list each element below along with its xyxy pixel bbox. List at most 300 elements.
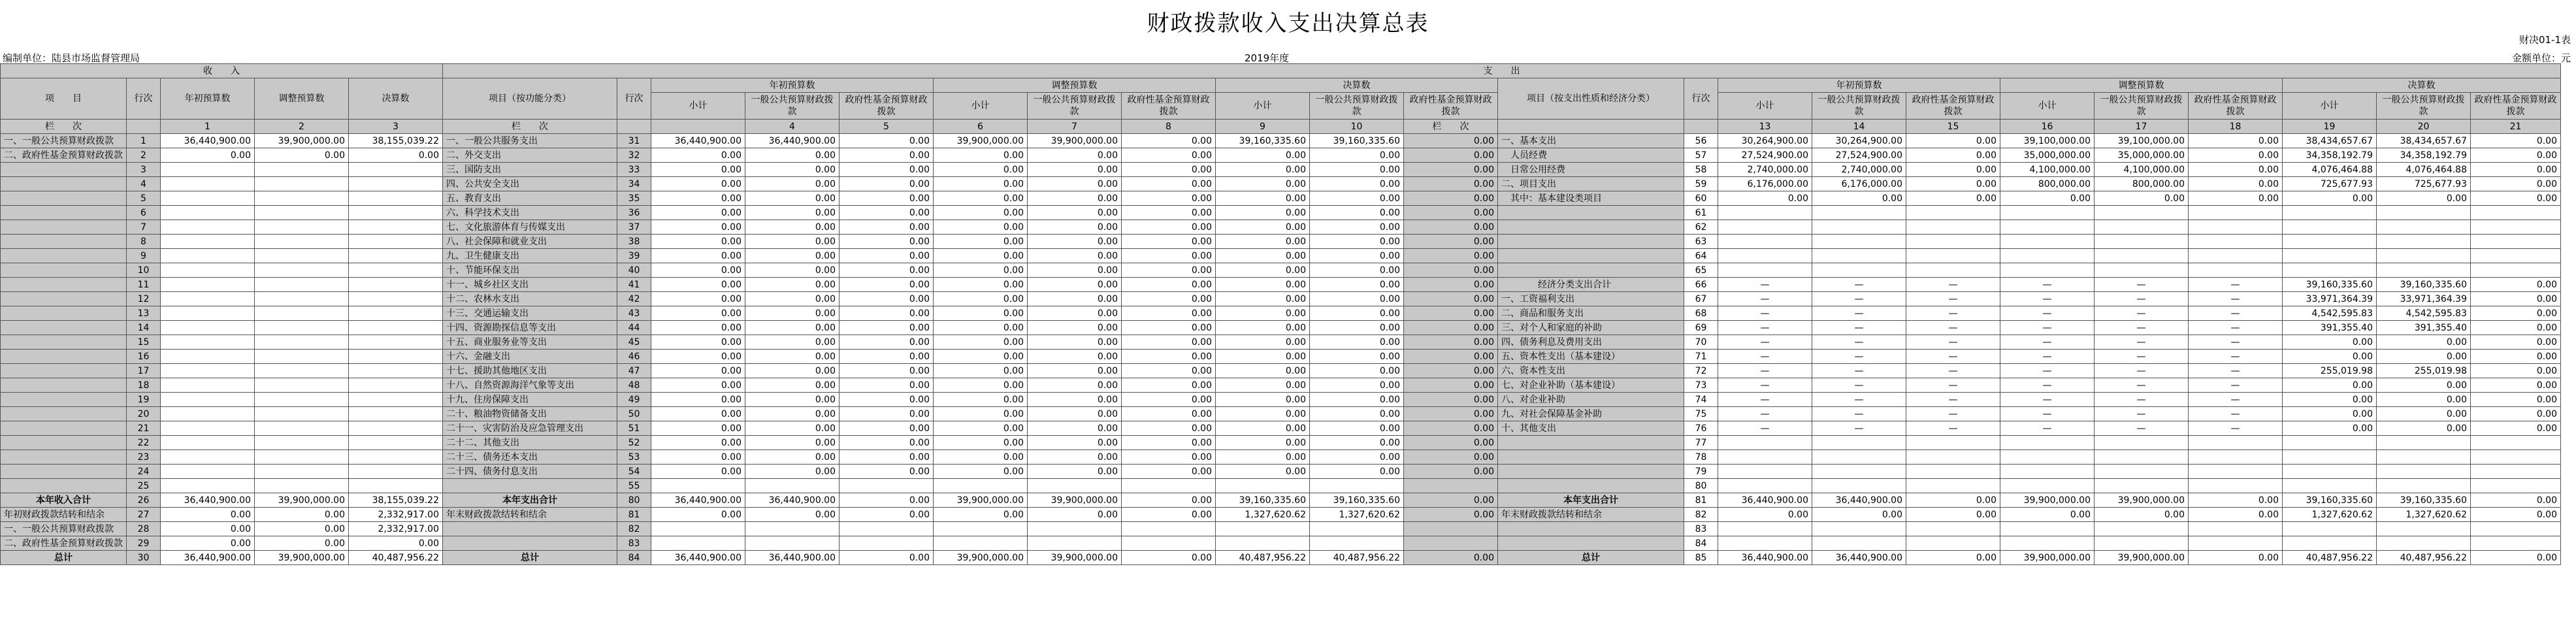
income-amount — [161, 235, 255, 249]
econ-amount: 0.00 — [2000, 508, 2095, 522]
row-number: 23 — [127, 450, 161, 465]
econ-amount: — — [1906, 378, 2000, 393]
func-amount: 39,900,000.00 — [934, 551, 1028, 565]
income-amount — [255, 407, 349, 421]
table-row — [1, 249, 2561, 263]
func-amount: 0.00 — [745, 278, 840, 292]
row-number: 82 — [1684, 508, 1718, 522]
func-amount — [934, 479, 1028, 493]
col-number: 13 — [1718, 120, 1812, 134]
func-amount: 0.00 — [1216, 163, 1310, 177]
table-row — [1, 177, 2561, 191]
income-amount: 39,900,000.00 — [255, 134, 349, 148]
income-item: 二、政府性基金预算财政拨款 — [1, 536, 127, 551]
func-amount: 0.00 — [745, 235, 840, 249]
econ-amount: 255,019.98 — [2283, 364, 2377, 378]
table-row — [1, 306, 2561, 321]
row-number: 72 — [1684, 364, 1718, 378]
row-number: 5 — [127, 191, 161, 206]
row-no-header: 行次 — [617, 78, 651, 120]
func-amount: 0.00 — [651, 191, 745, 206]
func-amount: 0.00 — [1216, 436, 1310, 450]
func-item — [443, 479, 617, 493]
econ-amount: — — [2189, 350, 2283, 364]
func-amount: 0.00 — [745, 407, 840, 421]
func-amount: 0.00 — [840, 148, 934, 163]
col-number: 17 — [2095, 120, 2189, 134]
func-amount — [651, 522, 745, 536]
func-amount — [651, 536, 745, 551]
econ-amount: — — [2189, 306, 2283, 321]
func-amount: 0.00 — [1216, 148, 1310, 163]
income-amount — [161, 163, 255, 177]
table-row — [1, 191, 2561, 206]
func-amount — [651, 479, 745, 493]
econ-amount: 725,677.93 — [2377, 177, 2471, 191]
func-amount: 0.00 — [651, 292, 745, 306]
econ-amount: — — [2189, 393, 2283, 407]
func-item: 五、教育支出 — [443, 191, 617, 206]
func-amount: 0.00 — [1122, 364, 1216, 378]
econ-amount — [2471, 206, 2561, 220]
func-amount: 0.00 — [1404, 378, 1498, 393]
func-amount: 0.00 — [840, 378, 934, 393]
lanci-label: 栏 次 — [1, 120, 127, 134]
func-amount: 0.00 — [840, 493, 934, 508]
row-number: 53 — [617, 450, 651, 465]
econ-amount: — — [1718, 364, 1812, 378]
row-number: 30 — [127, 551, 161, 565]
func-amount: 0.00 — [745, 421, 840, 436]
row-number: 15 — [127, 335, 161, 350]
econ-amount: 36,440,900.00 — [1812, 493, 1906, 508]
income-item: 二、政府性基金预算财政拨款 — [1, 148, 127, 163]
econ-amount: — — [1812, 378, 1906, 393]
econ-amount: — — [2000, 292, 2095, 306]
econ-amount: 33,971,364.39 — [2377, 292, 2471, 306]
econ-amount — [1812, 479, 1906, 493]
row-number: 68 — [1684, 306, 1718, 321]
econ-item — [1498, 522, 1684, 536]
func-amount: 0.00 — [1122, 450, 1216, 465]
econ-amount — [1718, 249, 1812, 263]
row-number: 84 — [1684, 536, 1718, 551]
func-item: 二十一、灾害防治及应急管理支出 — [443, 421, 617, 436]
reporting-unit: 编制单位：陆县市场监督管理局 — [3, 52, 140, 64]
row-number: 66 — [1684, 278, 1718, 292]
income-item — [1, 191, 127, 206]
income-item — [1, 220, 127, 235]
econ-amount: 0.00 — [2471, 191, 2561, 206]
econ-amount: 27,524,900.00 — [1718, 148, 1812, 163]
econ-amount: — — [1718, 306, 1812, 321]
income-amount — [255, 436, 349, 450]
income-amount: 0.00 — [255, 508, 349, 522]
income-amount — [161, 335, 255, 350]
general-fund-header: 一般公共预算财政拨款 — [745, 93, 840, 120]
econ-item: 八、对企业补助 — [1498, 393, 1684, 407]
col-number: 20 — [2377, 120, 2471, 134]
econ-amount: 0.00 — [2095, 508, 2189, 522]
econ-amount: 35,000,000.00 — [2000, 148, 2095, 163]
econ-amount: — — [1812, 393, 1906, 407]
econ-amount: — — [1718, 378, 1812, 393]
econ-amount — [2095, 536, 2189, 551]
income-amount: 0.00 — [161, 522, 255, 536]
econ-amount — [2000, 450, 2095, 465]
income-amount — [255, 465, 349, 479]
income-item — [1, 177, 127, 191]
func-amount: 0.00 — [1028, 206, 1122, 220]
func-amount: 0.00 — [1122, 263, 1216, 278]
econ-amount — [2283, 249, 2377, 263]
func-amount: 0.00 — [1028, 220, 1122, 235]
econ-item: 二、项目支出 — [1498, 177, 1684, 191]
econ-amount: — — [2189, 292, 2283, 306]
econ-item — [1498, 479, 1684, 493]
func-amount: 39,160,335.60 — [1216, 134, 1310, 148]
row-number: 43 — [617, 306, 651, 321]
econ-amount: 0.00 — [2471, 407, 2561, 421]
econ-amount — [2471, 263, 2561, 278]
econ-amount — [1812, 235, 1906, 249]
func-item: 十三、交通运输支出 — [443, 306, 617, 321]
econ-amount: 33,971,364.39 — [2283, 292, 2377, 306]
econ-amount: — — [2000, 335, 2095, 350]
func-amount: 0.00 — [1216, 321, 1310, 335]
econ-amount: — — [1906, 306, 2000, 321]
econ-amount — [2283, 536, 2377, 551]
row-number: 46 — [617, 350, 651, 364]
income-item — [1, 421, 127, 436]
econ-item — [1498, 249, 1684, 263]
econ-amount — [1718, 220, 1812, 235]
income-amount — [255, 393, 349, 407]
econ-amount — [2283, 479, 2377, 493]
row-number: 76 — [1684, 421, 1718, 436]
income-amount — [255, 292, 349, 306]
econ-amount — [2377, 220, 2471, 235]
func-amount: 0.00 — [1122, 436, 1216, 450]
econ-amount: 34,358,192.79 — [2283, 148, 2377, 163]
lanci-label: 栏 次 — [443, 120, 617, 134]
econ-amount — [1812, 522, 1906, 536]
row-number: 37 — [617, 220, 651, 235]
func-amount: 0.00 — [934, 177, 1028, 191]
func-amount: 0.00 — [934, 191, 1028, 206]
income-item — [1, 479, 127, 493]
row-no-header: 行次 — [127, 78, 161, 120]
func-amount: 0.00 — [1216, 350, 1310, 364]
row-number: 28 — [127, 522, 161, 536]
func-amount: 0.00 — [1122, 306, 1216, 321]
econ-amount: 2,740,000.00 — [1812, 163, 1906, 177]
func-amount: 0.00 — [1028, 163, 1122, 177]
func-amount: 0.00 — [745, 306, 840, 321]
func-amount: 0.00 — [1404, 206, 1498, 220]
econ-amount: 0.00 — [2471, 177, 2561, 191]
table-row — [1, 378, 2561, 393]
func-amount: 0.00 — [1404, 450, 1498, 465]
func-amount: 0.00 — [651, 407, 745, 421]
subtotal-header: 小计 — [1718, 93, 1812, 120]
econ-amount: 0.00 — [1812, 508, 1906, 522]
econ-amount: 36,440,900.00 — [1812, 551, 1906, 565]
func-amount — [745, 479, 840, 493]
func-amount: 0.00 — [1216, 378, 1310, 393]
econ-amount: 39,900,000.00 — [2095, 551, 2189, 565]
func-amount: 0.00 — [1404, 335, 1498, 350]
econ-amount — [2283, 220, 2377, 235]
econ-amount: — — [1812, 321, 1906, 335]
income-amount — [349, 364, 443, 378]
econ-amount — [2377, 436, 2471, 450]
econ-amount: — — [1812, 350, 1906, 364]
func-item: 二十三、债务还本支出 — [443, 450, 617, 465]
func-amount: 0.00 — [1122, 134, 1216, 148]
func-amount: 0.00 — [840, 177, 934, 191]
table-row — [1, 551, 2561, 565]
econ-amount: 0.00 — [2471, 364, 2561, 378]
econ-amount — [2283, 522, 2377, 536]
econ-amount — [1718, 465, 1812, 479]
func-amount: 0.00 — [840, 364, 934, 378]
func-amount: 36,440,900.00 — [651, 551, 745, 565]
func-amount: 0.00 — [651, 278, 745, 292]
econ-amount: 6,176,000.00 — [1812, 177, 1906, 191]
econ-amount — [2189, 479, 2283, 493]
income-amount — [255, 235, 349, 249]
income-item — [1, 450, 127, 465]
row-number: 57 — [1684, 148, 1718, 163]
func-amount: 0.00 — [1404, 306, 1498, 321]
func-item: 总计 — [443, 551, 617, 565]
econ-amount — [1812, 450, 1906, 465]
econ-amount: — — [2095, 321, 2189, 335]
income-amount — [255, 350, 349, 364]
econ-item: 年末财政拨款结转和结余 — [1498, 508, 1684, 522]
econ-amount: 0.00 — [2471, 321, 2561, 335]
func-amount: 0.00 — [934, 148, 1028, 163]
income-item — [1, 407, 127, 421]
func-amount: 0.00 — [1122, 249, 1216, 263]
expenditure-header: 支 出 — [443, 64, 2561, 78]
econ-item: 六、资本性支出 — [1498, 364, 1684, 378]
econ-amount: 1,327,620.62 — [2377, 508, 2471, 522]
func-amount: 0.00 — [934, 436, 1028, 450]
econ-amount: 0.00 — [2471, 493, 2561, 508]
econ-item — [1498, 206, 1684, 220]
econ-amount: — — [1718, 292, 1812, 306]
row-number: 78 — [1684, 450, 1718, 465]
func-amount: 0.00 — [651, 378, 745, 393]
econ-item — [1498, 465, 1684, 479]
func-amount: 0.00 — [934, 378, 1028, 393]
func-amount: 0.00 — [1028, 450, 1122, 465]
econ-amount: — — [1718, 321, 1812, 335]
econ-amount — [2283, 206, 2377, 220]
income-amount — [161, 278, 255, 292]
econ-amount: — — [1812, 364, 1906, 378]
econ-amount — [2000, 522, 2095, 536]
econ-amount — [2377, 522, 2471, 536]
income-item — [1, 436, 127, 450]
econ-amount: — — [2000, 364, 2095, 378]
income-item — [1, 321, 127, 335]
income-amount: 0.00 — [349, 536, 443, 551]
income-amount — [255, 479, 349, 493]
econ-amount — [2189, 436, 2283, 450]
econ-amount: 391,355.40 — [2377, 321, 2471, 335]
econ-amount: — — [2095, 278, 2189, 292]
econ-amount: 0.00 — [2471, 148, 2561, 163]
func-amount: 0.00 — [934, 335, 1028, 350]
row-number: 2 — [127, 148, 161, 163]
econ-amount — [1906, 522, 2000, 536]
func-amount: 0.00 — [934, 321, 1028, 335]
row-number: 7 — [127, 220, 161, 235]
econ-amount: 39,160,335.60 — [2377, 278, 2471, 292]
econ-amount: 0.00 — [2471, 508, 2561, 522]
table-row — [1, 206, 2561, 220]
func-amount: 0.00 — [1028, 306, 1122, 321]
func-amount: 0.00 — [1028, 508, 1122, 522]
func-amount: 0.00 — [840, 465, 934, 479]
func-amount: 0.00 — [934, 278, 1028, 292]
econ-amount — [2471, 450, 2561, 465]
income-amount — [161, 393, 255, 407]
func-amount — [840, 522, 934, 536]
gov-fund-header: 政府性基金预算财政拨款 — [1906, 93, 2000, 120]
econ-item: 四、债务利息及费用支出 — [1498, 335, 1684, 350]
subtotal-header: 小计 — [2283, 93, 2377, 120]
func-item: 二十二、其他支出 — [443, 436, 617, 450]
econ-amount: — — [1906, 421, 2000, 436]
econ-amount — [2000, 536, 2095, 551]
row-number: 20 — [127, 407, 161, 421]
econ-amount: 0.00 — [2471, 335, 2561, 350]
econ-amount: 4,542,595.83 — [2377, 306, 2471, 321]
func-amount — [1122, 522, 1216, 536]
func-amount: 0.00 — [1216, 206, 1310, 220]
econ-amount — [2377, 249, 2471, 263]
econ-amount — [2471, 479, 2561, 493]
econ-amount: 0.00 — [1906, 493, 2000, 508]
row-number: 60 — [1684, 191, 1718, 206]
econ-amount — [2095, 450, 2189, 465]
func-amount: 39,160,335.60 — [1310, 493, 1404, 508]
func-amount — [1310, 522, 1404, 536]
fiscal-year: 2019年度 — [1245, 52, 1290, 64]
func-amount: 0.00 — [1216, 421, 1310, 436]
econ-amount — [2283, 436, 2377, 450]
func-amount: 0.00 — [1404, 177, 1498, 191]
func-amount: 40,487,956.22 — [1310, 551, 1404, 565]
func-amount: 0.00 — [1310, 465, 1404, 479]
row-number: 80 — [617, 493, 651, 508]
func-amount: 0.00 — [745, 378, 840, 393]
func-item: 十五、商业服务业等支出 — [443, 335, 617, 350]
func-item: 二、外交支出 — [443, 148, 617, 163]
func-amount: 0.00 — [1404, 321, 1498, 335]
econ-amount — [1718, 450, 1812, 465]
func-amount: 0.00 — [934, 393, 1028, 407]
table-row — [1, 436, 2561, 450]
func-amount: 0.00 — [745, 436, 840, 450]
row-number: 12 — [127, 292, 161, 306]
func-amount: 0.00 — [934, 508, 1028, 522]
func-amount: 0.00 — [1404, 134, 1498, 148]
func-amount: 0.00 — [1122, 206, 1216, 220]
econ-amount: 4,542,595.83 — [2283, 306, 2377, 321]
func-amount: 0.00 — [1310, 393, 1404, 407]
table-row — [1, 278, 2561, 292]
func-amount: 0.00 — [934, 292, 1028, 306]
econ-amount: — — [2095, 378, 2189, 393]
income-amount: 36,440,900.00 — [161, 134, 255, 148]
econ-amount: — — [2000, 393, 2095, 407]
econ-amount — [2000, 235, 2095, 249]
func-amount: 0.00 — [840, 407, 934, 421]
func-amount: 40,487,956.22 — [1216, 551, 1310, 565]
econ-amount: 6,176,000.00 — [1718, 177, 1812, 191]
table-row — [1, 421, 2561, 436]
income-amount — [349, 191, 443, 206]
econ-amount: — — [2189, 321, 2283, 335]
func-item: 本年支出合计 — [443, 493, 617, 508]
col-number: 9 — [1216, 120, 1310, 134]
income-amount — [161, 292, 255, 306]
func-amount: 0.00 — [1404, 508, 1498, 522]
func-amount: 0.00 — [1404, 278, 1498, 292]
econ-amount — [2377, 206, 2471, 220]
econ-amount: 0.00 — [2377, 191, 2471, 206]
func-amount: 0.00 — [1028, 249, 1122, 263]
func-amount: 0.00 — [1122, 278, 1216, 292]
econ-amount: 36,440,900.00 — [1718, 493, 1812, 508]
econ-amount — [2377, 235, 2471, 249]
func-amount: 0.00 — [840, 436, 934, 450]
func-amount: 1,327,620.62 — [1216, 508, 1310, 522]
func-amount: 0.00 — [1028, 421, 1122, 436]
func-amount: 0.00 — [651, 393, 745, 407]
row-number: 73 — [1684, 378, 1718, 393]
econ-amount — [2000, 263, 2095, 278]
income-amount — [161, 220, 255, 235]
func-amount: 0.00 — [1404, 191, 1498, 206]
table-row — [1, 235, 2561, 249]
econ-amount: 39,100,000.00 — [2095, 134, 2189, 148]
func-amount: 0.00 — [1310, 436, 1404, 450]
func-amount: 0.00 — [840, 191, 934, 206]
econ-item — [1498, 450, 1684, 465]
income-amount — [161, 350, 255, 364]
income-amount — [255, 177, 349, 191]
econ-amount — [1906, 220, 2000, 235]
row-number: 75 — [1684, 407, 1718, 421]
amount-unit: 金额单位：元 — [2511, 52, 2571, 64]
func-amount: 0.00 — [1216, 450, 1310, 465]
func-amount: 0.00 — [1216, 292, 1310, 306]
econ-amount — [2000, 479, 2095, 493]
func-amount: 0.00 — [1122, 551, 1216, 565]
econ-amount: 0.00 — [2471, 378, 2561, 393]
func-amount: 0.00 — [1404, 148, 1498, 163]
income-item-header: 项 目 — [1, 78, 127, 120]
row-number: 81 — [617, 508, 651, 522]
func-amount — [1310, 479, 1404, 493]
row-number: 77 — [1684, 436, 1718, 450]
